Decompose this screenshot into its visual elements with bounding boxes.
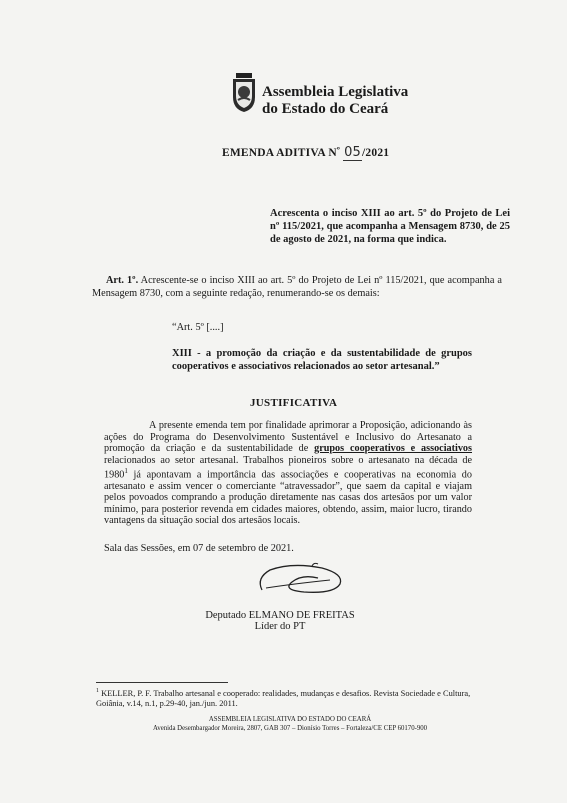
justification-highlight: grupos cooperativos e associativos	[314, 443, 472, 454]
article-1-heading: Art. 1º.	[106, 275, 139, 286]
signer-name: Deputado ELMANO DE FREITAS	[205, 610, 355, 621]
signer-role: Líder do PT	[254, 621, 306, 632]
handwritten-signature	[252, 560, 356, 600]
quote-inciso: XIII - a promoção da criação e da sustentabilidade de grupos cooperativos e associativos relacionados ao setor artesanal.”	[172, 348, 472, 372]
justification-part1: A presente emenda tem por finalidade aprimorar a Proposição, adicionando às ações do Programa do Desenvolvimento Sustentável e Inclusivo do Artesanato a promoção da criação e da sustentabilidade de	[104, 420, 472, 454]
amendment-title-prefix: EMENDA ADITIVA N	[222, 147, 337, 159]
justification-part2: relacionados ao setor artesanal. Trabalhos pioneiros sobre o artesanato na década de 1980	[104, 454, 472, 481]
footnote	[96, 686, 492, 709]
footnote-mark: 1	[96, 688, 99, 694]
article-1-text: Acrescente-se o inciso XIII ao art. 5º do Projeto de Lei nº 115/2021, que acompanha a Mensagem 8730, com a seguinte redação, renumerando-se os demais:	[92, 275, 502, 299]
justification-part3: já apontavam a importância das associações e cooperativas na economia do artesanato e assim vencer o comerciante “atravessador”, que saem da capital e viajam pelos povoados comprando a produção diretamente nas casas dos artesãos por um valor mínimo, para posterior revenda em cidades maiores, obtendo, assim, maior lucro, tirando vantagens da situação social dos artesãos locais.	[104, 469, 472, 527]
quote-intro: “Art. 5º [....]	[172, 322, 224, 333]
justification-title: JUSTIFICATIVA	[250, 397, 338, 409]
footer-institution: ASSEMBLEIA LEGISLATIVA DO ESTADO DO CEARÁ	[208, 716, 372, 723]
institution-name	[262, 84, 408, 118]
signer-block	[190, 610, 370, 632]
amendment-number: 05	[344, 145, 362, 160]
amendment-ordinal: º	[336, 145, 340, 155]
footer-street: Avenida Desembargador Moreira, 2807, GAB 307 – Dionísio Torres – Fortaleza/CE CEP 60170-900	[152, 724, 428, 732]
coat-of-arms-icon	[230, 73, 258, 113]
footnote-reference: 1	[124, 467, 128, 475]
footnote-divider	[96, 682, 228, 683]
institution-name-line2: do Estado do Ceará	[262, 101, 389, 117]
closing-text: Sala das Sessões, em 07 de setembro de 2021.	[104, 543, 294, 554]
amendment-year: /2021	[362, 147, 390, 159]
closing-line	[104, 543, 294, 556]
article-1	[92, 275, 502, 300]
footer-address	[120, 716, 460, 733]
amendment-title	[222, 145, 389, 160]
institution-name-line1: Assembleia Legislativa	[262, 84, 409, 100]
footnote-text: KELLER, P. F. Trabalho artesanal e cooperado: realidades, mudanças e desafios. Revista Sociedade e Cultura, Goiânia, v.14, n.1, p.29-40, jan./jun. 2011.	[96, 688, 471, 708]
amendment-summary: Acrescenta o inciso XIII ao art. 5º do Projeto de Lei nº 115/2021, que acompanha a Mensagem 8730, de 25 de agosto de 2021, na forma que indica.	[270, 208, 510, 245]
justification-text	[104, 420, 472, 527]
